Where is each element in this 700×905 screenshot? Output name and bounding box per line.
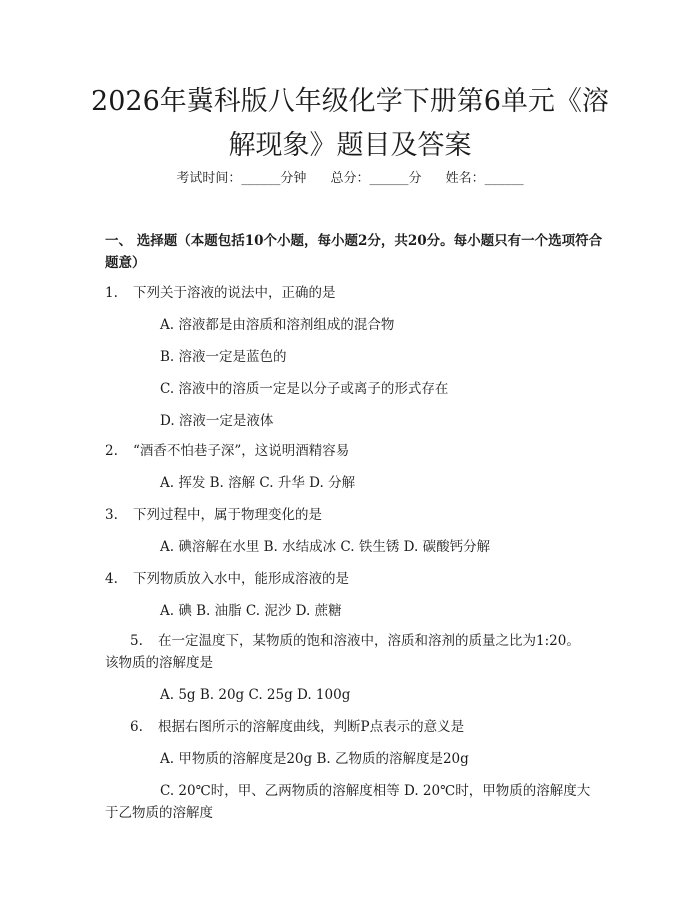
title-line-2: 解现象》题目及答案 — [228, 130, 472, 161]
question-number: 1. — [105, 285, 118, 301]
page-title — [60, 80, 640, 168]
question-text: 根据右图所示的溶解度曲线，判断P点表示的意义是 — [158, 719, 465, 735]
option-1a: A. 溶液都是由溶质和溶剂组成的混合物 — [160, 317, 395, 333]
question-number: 2. — [105, 443, 118, 459]
section-heading: 一、 选择题（本题包括10个小题，每小题2分，共20分。每小题只有一个选项符合题意） — [105, 233, 603, 271]
question-text: 下列关于溶液的说法中，正确的是 — [133, 285, 336, 301]
option-1d: D. 溶液一定是液体 — [160, 413, 274, 429]
title-line-1: 2026年冀科版八年级化学下册第6单元《溶 — [91, 86, 609, 117]
question-number: 5. — [130, 633, 143, 649]
question-3 — [105, 504, 605, 526]
question-5-continued — [105, 652, 605, 674]
question-text: 下列物质放入水中，能形成溶液的是 — [133, 571, 349, 587]
option-6cd-line-1: C. 20℃时，甲、乙两物质的溶解度相等 D. 20℃时，甲物质的溶解度大 — [160, 783, 591, 799]
question-number: 6. — [130, 719, 143, 735]
option-6ab: A. 甲物质的溶解度是20g B. 乙物质的溶解度是20g — [160, 751, 469, 767]
exam-score: 总分：______分 — [330, 171, 422, 186]
option-1c: C. 溶液中的溶质一定是以分子或离子的形式存在 — [160, 381, 449, 397]
option-4: A. 碘 B. 油脂 C. 泥沙 D. 蔗糖 — [160, 603, 342, 619]
option-1b: B. 溶液一定是蓝色的 — [160, 349, 287, 365]
exam-meta — [0, 170, 700, 188]
exam-time: 考试时间：______分钟 — [176, 171, 307, 186]
option-6cd-line-2: 于乙物质的溶解度 — [105, 805, 213, 821]
question-4 — [105, 568, 605, 590]
question-1 — [105, 282, 605, 304]
question-number: 4. — [105, 571, 118, 587]
question-5 — [105, 630, 605, 652]
option-2: A. 挥发 B. 溶解 C. 升华 D. 分解 — [160, 475, 356, 491]
question-6 — [105, 716, 605, 738]
question-text: 下列过程中，属于物理变化的是 — [133, 507, 322, 523]
question-text-line-2: 该物质的溶解度是 — [105, 655, 213, 671]
exam-name: 姓名：______ — [445, 171, 524, 186]
option-3: A. 碘溶解在水里 B. 水结成冰 C. 铁生锈 D. 碳酸钙分解 — [160, 539, 491, 555]
question-text-line-1: 在一定温度下，某物质的饱和溶液中，溶质和溶剂的质量之比为1:20。 — [158, 633, 580, 649]
question-2 — [105, 440, 605, 462]
option-5: A. 5g B. 20g C. 25g D. 100g — [160, 687, 351, 703]
question-text: “酒香不怕巷子深”，这说明酒精容易 — [133, 443, 350, 459]
question-number: 3. — [105, 507, 118, 523]
